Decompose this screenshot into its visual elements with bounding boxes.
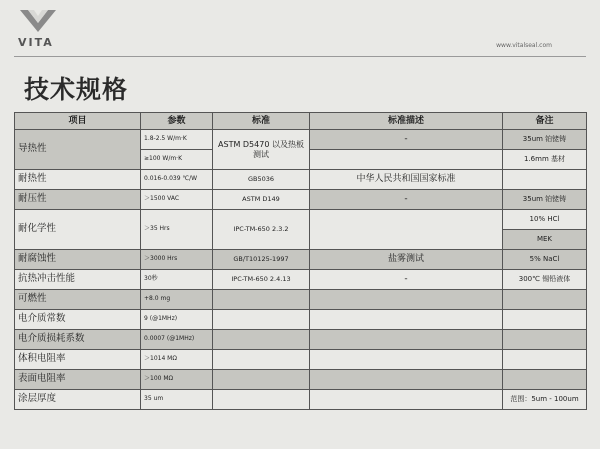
page-title: 技术规格 bbox=[24, 75, 129, 104]
vita-logo-icon bbox=[18, 8, 58, 34]
standard-cell bbox=[213, 330, 310, 350]
standard-cell: GB/T10125-1997 bbox=[213, 250, 310, 270]
param-cell: 0.016-0.039 ℃/W bbox=[141, 170, 213, 190]
table-row bbox=[15, 130, 587, 150]
standard-cell: GB5036 bbox=[213, 170, 310, 190]
header-divider bbox=[14, 56, 586, 57]
description-cell: - bbox=[310, 270, 503, 290]
note-cell bbox=[503, 350, 587, 370]
item-cell: 表面电阻率 bbox=[15, 370, 141, 390]
param-cell: ＞100 MΩ bbox=[141, 370, 213, 390]
column-header: 标准描述 bbox=[310, 113, 503, 130]
note-cell: 范围：5um - 100um bbox=[503, 390, 587, 410]
description-cell bbox=[310, 390, 503, 410]
table-row bbox=[15, 290, 587, 310]
param-cell: ＞35 Hrs bbox=[141, 210, 213, 250]
param-cell: 9 (@1MHz) bbox=[141, 310, 213, 330]
note-cell: 10% HCl bbox=[503, 210, 587, 230]
column-header: 备注 bbox=[503, 113, 587, 130]
note-cell bbox=[503, 310, 587, 330]
param-cell: ＞3000 Hrs bbox=[141, 250, 213, 270]
logo-text: VITA bbox=[18, 36, 54, 49]
param-cell: 35 um bbox=[141, 390, 213, 410]
item-cell: 可燃性 bbox=[15, 290, 141, 310]
description-cell: 盐雾测试 bbox=[310, 250, 503, 270]
column-header: 标准 bbox=[213, 113, 310, 130]
item-cell: 耐压性 bbox=[15, 190, 141, 210]
note-cell: 35um 铂铑铸 bbox=[503, 130, 587, 150]
column-header: 项目 bbox=[15, 113, 141, 130]
standard-cell bbox=[213, 370, 310, 390]
website-url: www.vitalseal.com bbox=[496, 42, 552, 49]
item-cell: 导热性 bbox=[15, 130, 141, 170]
item-cell: 电介质损耗系数 bbox=[15, 330, 141, 350]
table-header-row bbox=[15, 113, 587, 130]
standard-cell: IPC-TM-650 2.3.2 bbox=[213, 210, 310, 250]
description-cell bbox=[310, 310, 503, 330]
table-row bbox=[15, 390, 587, 410]
param-cell: ＞1500 VAC bbox=[141, 190, 213, 210]
param-cell: 1.8-2.5 W/m·K bbox=[141, 130, 213, 150]
param-cell: 0.0007 (@1MHz) bbox=[141, 330, 213, 350]
table-row bbox=[15, 310, 587, 330]
note-cell: MEK bbox=[503, 230, 587, 250]
column-header: 参数 bbox=[141, 113, 213, 130]
standard-cell bbox=[213, 350, 310, 370]
item-cell: 耐腐蚀性 bbox=[15, 250, 141, 270]
note-cell: 5% NaCl bbox=[503, 250, 587, 270]
standard-cell: ASTM D149 bbox=[213, 190, 310, 210]
item-cell: 体积电阻率 bbox=[15, 350, 141, 370]
item-cell: 涂层厚度 bbox=[15, 390, 141, 410]
standard-cell: ASTM D5470 以及热板测试 bbox=[213, 130, 310, 170]
description-cell bbox=[310, 210, 503, 250]
note-cell bbox=[503, 290, 587, 310]
param-cell: 30秒 bbox=[141, 270, 213, 290]
note-cell: 35um 铂铑铸 bbox=[503, 190, 587, 210]
description-cell: 中华人民共和国国家标准 bbox=[310, 170, 503, 190]
note-cell: 300℃ 锡铅液体 bbox=[503, 270, 587, 290]
item-cell: 抗热冲击性能 bbox=[15, 270, 141, 290]
description-cell bbox=[310, 370, 503, 390]
description-cell: - bbox=[310, 130, 503, 150]
table-row bbox=[15, 170, 587, 190]
item-cell: 耐化学性 bbox=[15, 210, 141, 250]
description-cell bbox=[310, 150, 503, 170]
param-cell: ＞1014 MΩ bbox=[141, 350, 213, 370]
table-row bbox=[15, 190, 587, 210]
table-row bbox=[15, 370, 587, 390]
description-cell bbox=[310, 330, 503, 350]
table-row bbox=[15, 270, 587, 290]
description-cell: - bbox=[310, 190, 503, 210]
standard-cell: IPC-TM-650 2.4.13 bbox=[213, 270, 310, 290]
description-cell bbox=[310, 350, 503, 370]
param-cell: +8.0 mg bbox=[141, 290, 213, 310]
table-row bbox=[15, 250, 587, 270]
standard-cell bbox=[213, 390, 310, 410]
spec-table bbox=[14, 112, 587, 410]
table-row bbox=[15, 210, 587, 230]
note-cell bbox=[503, 370, 587, 390]
standard-cell bbox=[213, 290, 310, 310]
note-cell: 1.6mm 基材 bbox=[503, 150, 587, 170]
note-cell bbox=[503, 170, 587, 190]
table-row bbox=[15, 330, 587, 350]
param-cell: ≥100 W/m·K bbox=[141, 150, 213, 170]
standard-cell bbox=[213, 310, 310, 330]
description-cell bbox=[310, 290, 503, 310]
item-cell: 耐热性 bbox=[15, 170, 141, 190]
vita-logo bbox=[18, 8, 62, 34]
note-cell bbox=[503, 330, 587, 350]
table-row bbox=[15, 350, 587, 370]
item-cell: 电介质常数 bbox=[15, 310, 141, 330]
